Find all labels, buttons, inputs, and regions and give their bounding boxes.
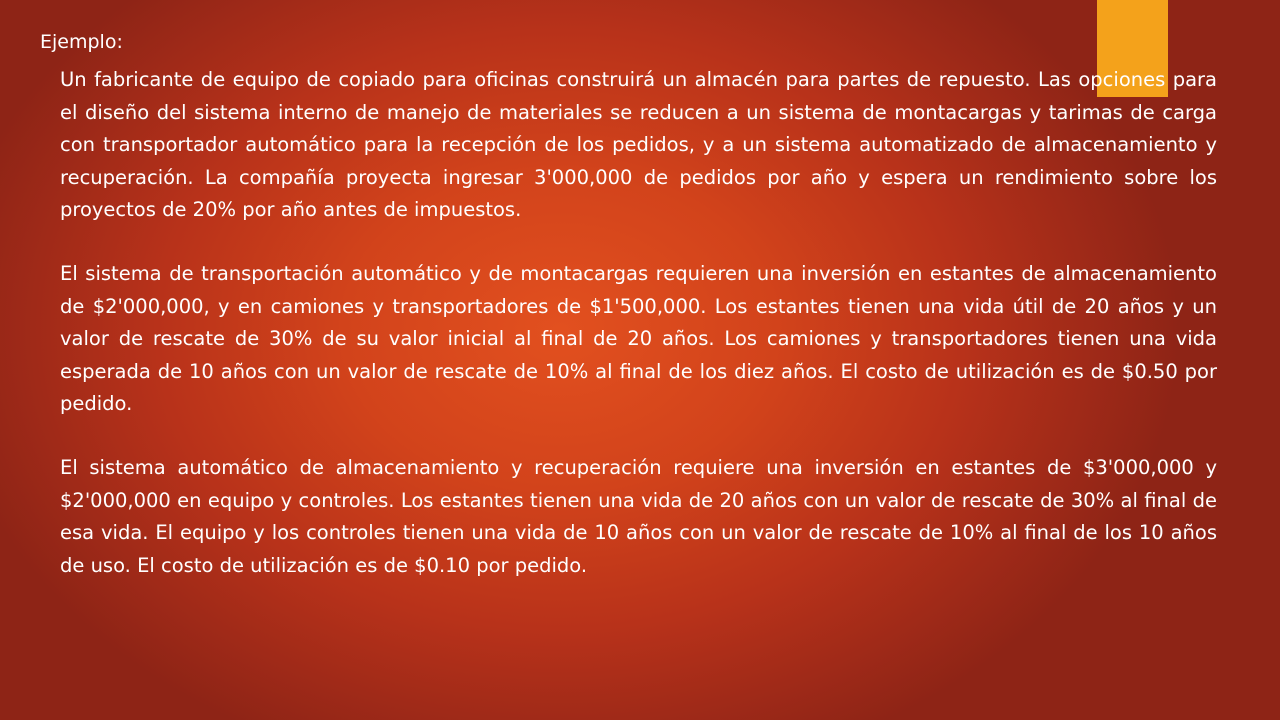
paragraph-intro: Un fabricante de equipo de copiado para oficinas construirá un almacén para partes de repuesto. Las opciones para el diseño del sistema interno de manejo de materiales se reducen a un sistema de montacargas y tarimas de carga con transportador automático para la recepción de los pedidos, y a un sistema automatizado de almacenamiento y recuperación. La compañía proyecta ingresar 3'000,000 de pedidos por año y espera un rendimiento sobre los proyectos de 20% por año antes de impuestos. [60,68,1217,222]
paragraph-system-two: El sistema automático de almacenamiento y recuperación requiere una inversión en estantes de $3'000,000 y $2'000,000 en equipo y controles. Los estantes tienen una vida de 20 años con un valor de rescate de 30% al final de esa vida. El equipo y los controles tienen una vida de 10 años con un valor de rescate de 10% al final de los 10 años de uso. El costo de utilización es de $0.10 por pedido. [60,455,1217,577]
slide-body [60,64,1217,582]
paragraph-system-one: El sistema de transportación automático y de montacargas requieren una inversión en estantes de almacenamiento de $2'000,000, y en camiones y transportadores de $1'500,000. Los estantes tienen una vida útil de 20 años y un valor de rescate de 30% de su valor inicial al final de 20 años. Los camiones y transportadores tienen una vida esperada de 10 años con un valor de rescate de 10% al final de los diez años. El costo de utilización es de $0.50 por pedido. [60,261,1217,416]
slide-heading: Ejemplo: [40,31,123,53]
